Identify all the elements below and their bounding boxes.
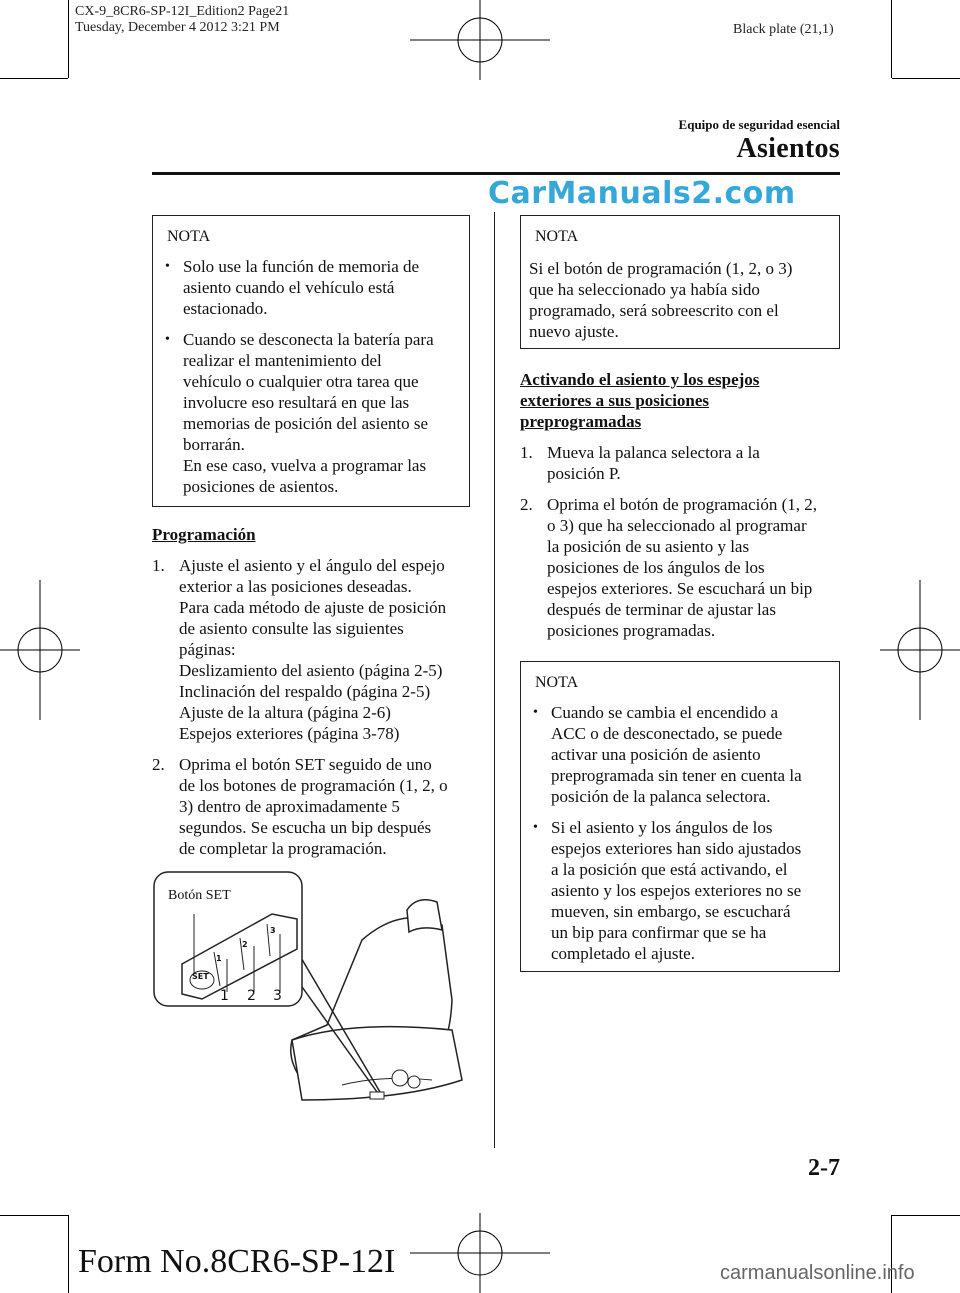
crop-mark-top-right-h (892, 78, 960, 79)
note-line: realizar el mantenimiento del (183, 351, 382, 370)
step-item (520, 442, 850, 484)
heading-line: preprogramadas (520, 412, 642, 431)
note-line: • Si el asiento y los ángulos de los (551, 818, 773, 837)
note-box-memory (152, 215, 470, 507)
note-line: completado el ajuste. (551, 944, 695, 963)
note-line: involucre eso resultará en que las (183, 393, 410, 412)
heading-line: Activando el asiento y los espejos (520, 370, 760, 389)
crop-mark-top-right-v (891, 0, 892, 78)
step-line: de asiento consulte las siguientes (179, 619, 404, 638)
step-line: 3) dentro de aproximadamente 5 (179, 797, 400, 816)
note-line: borrarán. (183, 435, 245, 454)
note-line: un bip para confirmar que se ha (551, 923, 767, 942)
note-bullet (153, 329, 469, 497)
step-number: 2. (152, 755, 165, 774)
note-line: ACC o de desconectado, se puede (551, 724, 783, 743)
crop-mark-bottom-left-h (0, 1215, 68, 1216)
note-title: NOTA (535, 228, 579, 245)
step-line: páginas: (179, 640, 236, 659)
note-line: Si el botón de programación (1, 2, o 3) (529, 259, 793, 278)
note-line: preprogramada sin tener en cuenta la (551, 766, 802, 785)
heading-line: exteriores a sus posiciones (520, 391, 710, 410)
note-line: • Cuando se desconecta la batería para (183, 330, 434, 349)
section-subtitle: Equipo de seguridad esencial (678, 117, 840, 132)
note-line: espejos exteriores han sido ajustados (551, 839, 802, 858)
form-number: Form No.8CR6-SP-12I (78, 1243, 396, 1280)
step-line: Oprima el botón SET seguido de uno (179, 755, 432, 774)
note-title: NOTA (167, 228, 211, 245)
seat-memory-figure (152, 870, 492, 1115)
section-heading-programacion: Programación (152, 525, 256, 544)
step-line: después de terminar de ajustar las (547, 600, 776, 619)
column-divider (494, 212, 495, 1148)
step-line: posiciones de los ángulos de los (547, 558, 765, 577)
print-job-info (75, 4, 289, 36)
step-item (152, 555, 482, 744)
note-line: posición de la palanca selectora. (551, 787, 771, 806)
step-line: Oprima el botón de programación (1, 2, (547, 495, 818, 514)
crop-mark-top-left-h (0, 78, 68, 79)
step-line: o 3) que ha seleccionado al programar (547, 516, 807, 535)
note-box-overwrite (520, 215, 840, 349)
note-line: estacionado. (183, 299, 268, 318)
step-line: Ajuste el asiento y el ángulo del espejo (179, 556, 445, 575)
step-number: 2. (520, 495, 533, 514)
note-bullet (521, 702, 839, 807)
plate-label: Black plate (21,1) (733, 22, 834, 37)
set-button-label: Botón SET (168, 888, 231, 903)
footer-watermark: carmanualsonline.info (720, 1262, 915, 1284)
print-job-line1: CX-9_8CR6-SP-12I_Edition2 Page21 (75, 4, 290, 19)
registration-mark-right-icon (880, 580, 960, 720)
panel-button-set: SET (192, 972, 209, 981)
step-line: Inclinación del respaldo (página 2-5) (179, 682, 431, 701)
note-line: que ha seleccionado ya había sido (529, 280, 760, 299)
callout-1: 1 (220, 988, 229, 1004)
note-line: asiento cuando el vehículo está (183, 278, 395, 297)
step-line: de completar la programación. (179, 839, 387, 858)
header-rule (152, 172, 840, 175)
note-line: vehículo o cualquier otra tarea que (183, 372, 419, 391)
registration-mark-top-icon (410, 0, 550, 80)
button-panel-icon (172, 904, 302, 1004)
section-heading-activando (520, 369, 850, 432)
activation-section (520, 369, 850, 641)
print-job-line2: Tuesday, December 4 2012 3:21 PM (75, 20, 280, 35)
note-title: NOTA (535, 674, 579, 691)
note-line: posiciones de asientos. (183, 477, 339, 496)
step-line: exterior a las posiciones deseadas. (179, 577, 412, 596)
crop-mark-bottom-left-v (68, 1215, 69, 1293)
step-line: posiciones programadas. (547, 621, 716, 640)
note-line: En ese caso, vuelva a programar las (183, 456, 427, 475)
note-line: • Cuando se cambia el encendido a (551, 703, 779, 722)
step-line: Ajuste de la altura (página 2-6) (179, 703, 391, 722)
note-box-activation (520, 661, 840, 972)
page-title: Asientos (736, 133, 840, 164)
panel-button-3: 3 (270, 926, 276, 935)
note-line: activar una posición de asiento (551, 745, 761, 764)
step-line: Mueva la palanca selectora a la (547, 443, 760, 462)
watermark-top: CarManuals2.com (488, 176, 796, 211)
step-line: Deslizamiento del asiento (página 2-5) (179, 661, 443, 680)
note-line: • Solo use la función de memoria de (183, 257, 420, 276)
step-item (152, 754, 482, 859)
registration-mark-left-icon (0, 580, 80, 720)
note-line: programado, será sobreescrito con el (529, 301, 779, 320)
note-line: nuevo ajuste. (529, 322, 619, 341)
step-line: de los botones de programación (1, 2, o (179, 776, 448, 795)
callout-3: 3 (273, 988, 282, 1004)
panel-button-2: 2 (242, 940, 248, 949)
step-number: 1. (520, 443, 533, 462)
step-line: espejos exteriores. Se escuchará un bip (547, 579, 813, 598)
note-line: memorias de posición del asiento se (183, 414, 429, 433)
step-line: Espejos exteriores (página 3-78) (179, 724, 400, 743)
panel-button-1: 1 (216, 954, 222, 963)
note-line: mueven, sin embargo, se escuchará (551, 902, 791, 921)
crop-mark-bottom-right-h (892, 1215, 960, 1216)
note-bullet (153, 256, 469, 319)
step-line: la posición de su asiento y las (547, 537, 750, 556)
registration-mark-bottom-icon (410, 1213, 550, 1293)
step-item (520, 494, 850, 641)
programming-section (152, 524, 482, 859)
step-line: posición P. (547, 464, 621, 483)
step-number: 1. (152, 556, 165, 575)
step-line: Para cada método de ajuste de posición (179, 598, 447, 617)
step-line: segundos. Se escucha un bip después (179, 818, 432, 837)
note-line: a la posición que está activando, el (551, 860, 788, 879)
callout-2: 2 (247, 988, 256, 1004)
note-bullet (521, 817, 839, 964)
crop-mark-top-left-v (68, 0, 69, 78)
page-number: 2-7 (808, 1155, 840, 1181)
note-line: asiento y los espejos exteriores no se (551, 881, 802, 900)
